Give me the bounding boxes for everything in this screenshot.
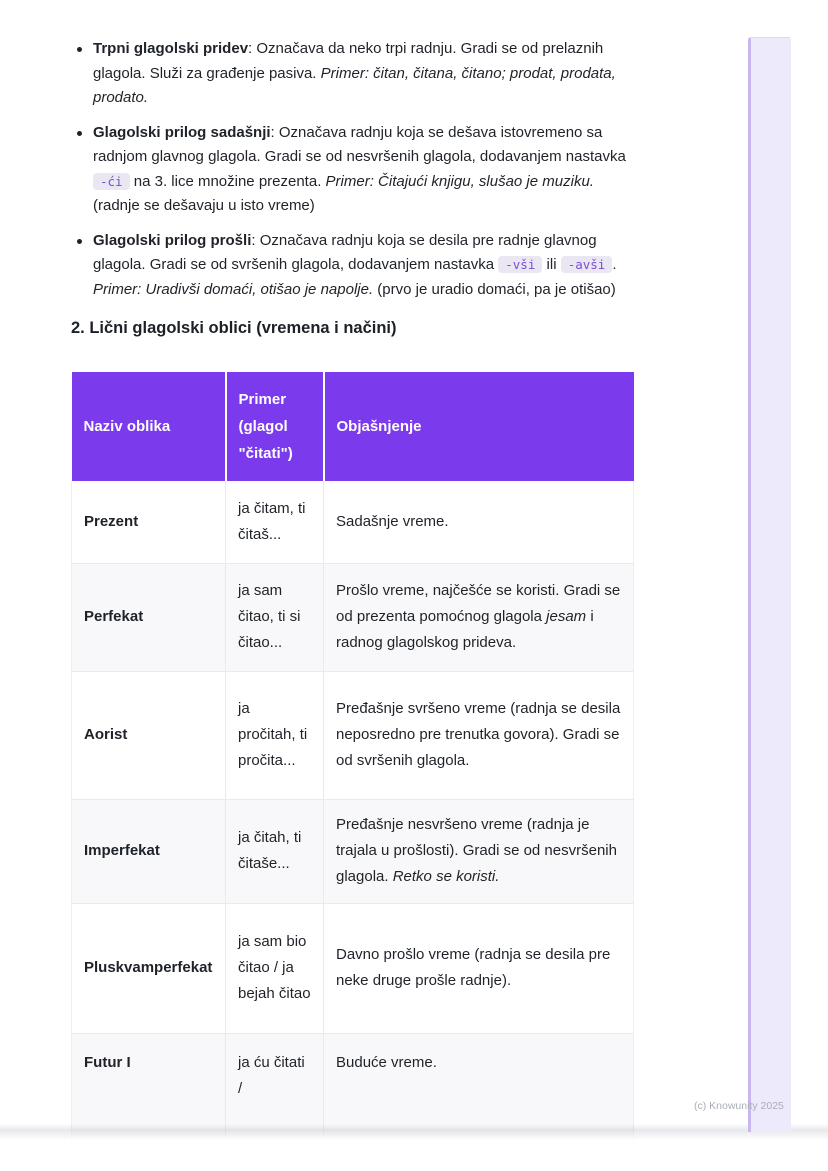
cell-explanation	[324, 1033, 634, 1143]
text-segment: Primer: čitan, čitana, čitano; prodat, prodata, prodato.	[93, 64, 616, 106]
bullet-item	[71, 121, 635, 219]
table-header-row	[72, 372, 634, 481]
text-segment: ili	[542, 256, 561, 273]
cell-explanation	[324, 481, 634, 563]
column-header: Primer (glagol "čitati")	[226, 372, 324, 481]
code-chip: -avši	[561, 256, 613, 273]
code-chip: -vši	[498, 256, 542, 273]
text-segment: : Označava radnju koja se desila pre radnje glavnog glagola. Gradi se od svršenih glagola, dodavanjem nastavka	[93, 231, 597, 273]
text-segment: Davno prošlo vreme (radnja se desila pre neke druge prošle radnje).	[336, 946, 611, 989]
text-segment: : Označava da neko trpi radnju. Gradi se od prelaznih glagola. Služi za građenje pasiva.	[93, 40, 604, 82]
text-segment: i radnog glagolskog prideva.	[336, 608, 594, 651]
column-header: Objašnjenje	[324, 372, 634, 481]
code-chip: -ći	[93, 173, 130, 190]
table-row	[72, 799, 634, 903]
cell-example: ja ću čitati /	[226, 1033, 324, 1143]
table-row	[72, 563, 634, 671]
text-segment: Prošlo vreme, najčešće se koristi. Gradi se od prezenta pomoćnog glagola	[336, 582, 621, 625]
text-segment: Retko se koristi.	[392, 868, 500, 885]
cell-explanation	[324, 671, 634, 799]
cell-form-name: Aorist	[72, 671, 226, 799]
text-segment: Buduće vreme.	[336, 1053, 437, 1071]
text-segment: Sadašnje vreme.	[336, 512, 449, 530]
text-segment: Primer: Uradivši domaći, otišao je napolje.	[93, 280, 374, 298]
cell-form-name: Pluskvamperfekat	[72, 903, 226, 1033]
table-row	[72, 903, 634, 1033]
text-segment: : Označava radnju koja se dešava istovremeno sa radnjom glavnog glagola. Gradi se od nesvršenih glagola, dodavanjem nastavka	[93, 123, 626, 165]
table-body	[72, 481, 634, 1143]
cell-example: ja sam bio čitao / ja bejah čitao	[226, 903, 324, 1033]
table-header	[72, 372, 634, 481]
document-content	[71, 0, 635, 1144]
text-segment: Primer: Čitajući knjigu, slušao je muziku.	[325, 172, 594, 190]
text-segment: Glagolski prilog sadašnji	[93, 123, 271, 141]
cell-example: ja čitam, ti čitaš...	[226, 481, 324, 563]
table-row	[72, 671, 634, 799]
cell-example: ja sam čitao, ti si čitao...	[226, 563, 324, 671]
bullet-item	[71, 37, 635, 111]
verb-forms-table	[71, 372, 634, 1144]
text-segment: (prvo je uradio domaći, pa je otišao)	[373, 280, 616, 298]
text-segment: jesam	[546, 608, 587, 625]
cell-example: ja čitah, ti čitaše...	[226, 799, 324, 903]
cell-explanation	[324, 799, 634, 903]
scrollbar[interactable]	[748, 37, 791, 1132]
cell-form-name: Imperfekat	[72, 799, 226, 903]
cell-explanation	[324, 563, 634, 671]
watermark: (c) Knowunity 2025	[694, 1100, 784, 1112]
cell-example: ja pročitah, ti pročita...	[226, 671, 324, 799]
text-segment: na 3. lice množine prezenta.	[129, 172, 326, 190]
text-segment: .	[612, 256, 617, 273]
table-row	[72, 1033, 634, 1143]
cell-form-name: Prezent	[72, 481, 226, 563]
text-segment: Pređašnje nesvršeno vreme (radnja je trajala u prošlosti). Gradi se od nesvršenih glagola.	[336, 816, 617, 885]
section-heading: 2. Lični glagolski oblici (vremena i načini)	[71, 319, 397, 337]
table-row	[72, 481, 634, 563]
cell-form-name: Futur I	[72, 1033, 226, 1143]
text-segment: Glagolski prilog prošli	[93, 231, 252, 249]
text-segment: (radnje se dešavaju u isto vreme)	[93, 197, 315, 214]
bullet-item	[71, 229, 635, 303]
bullet-list	[71, 0, 635, 302]
cell-form-name: Perfekat	[72, 563, 226, 671]
cell-explanation	[324, 903, 634, 1033]
column-header: Naziv oblika	[72, 372, 226, 481]
text-segment: Pređašnje svršeno vreme (radnja se desila neposredno pre trenutka govora). Gradi se od svršenih glagola.	[336, 700, 621, 769]
text-segment: Trpni glagolski pridev	[93, 40, 249, 57]
